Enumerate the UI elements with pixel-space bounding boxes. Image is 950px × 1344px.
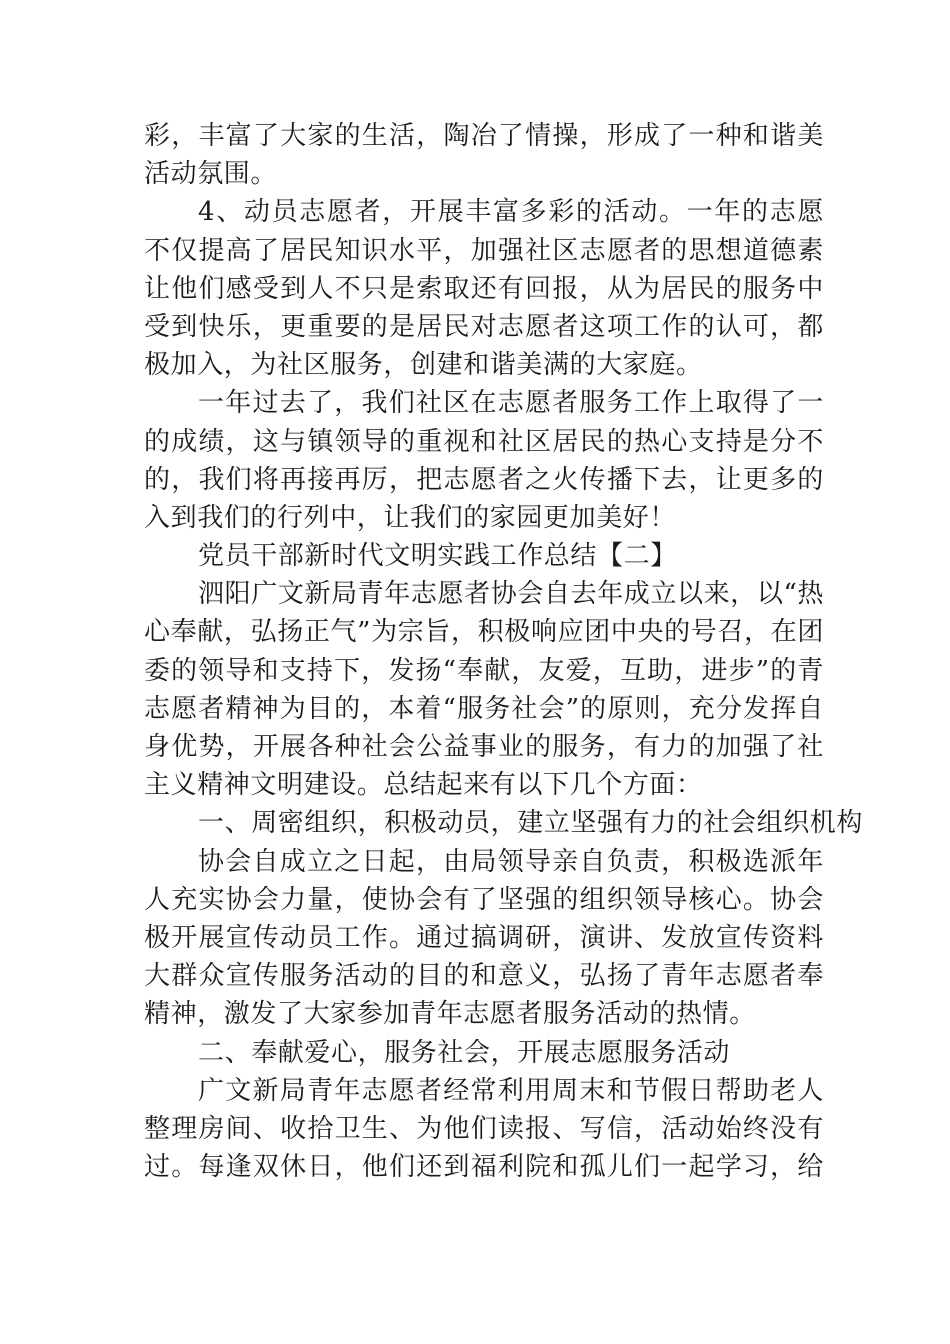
text-line: 受到快乐，更重要的是居民对志愿者这项工作的认可，都 [144, 311, 824, 342]
text-line: 泗阳广文新局青年志愿者协会自去年成立以来，以“热 [198, 579, 824, 610]
text-line: 身优势，开展各种社会公益事业的服务，有力的加强了社 [144, 732, 824, 762]
text-line: 让他们感受到人不只是索取还有回报，从为居民的服务中 [144, 273, 824, 304]
text-line: 协会自成立之日起，由局领导亲自负责，积极选派年 [198, 846, 824, 877]
text-line: 极开展宣传动员工作。通过搞调研，演讲、发放宣传资料 [144, 922, 824, 953]
text-line: 过。每逢双休日，他们还到福利院和孤儿们一起学习，给 [144, 1152, 824, 1183]
text-line: 人充实协会力量，使协会有了坚强的组织领导核心。协会 [144, 884, 824, 915]
text-line: 入到我们的行列中，让我们的家园更加美好！ [144, 502, 677, 533]
text-line: 主义精神文明建设。总结起来有以下几个方面： [144, 770, 703, 801]
text-line: 心奉献，弘扬正气”为宗旨，积极响应团中央的号召，在团 [144, 617, 824, 648]
text-line: 的成绩，这与镇领导的重视和社区居民的热心支持是分不 [144, 426, 824, 457]
text-line: 广文新局青年志愿者经常利用周末和节假日帮助老人 [198, 1075, 824, 1106]
text-line: 精神，激发了大家参加青年志愿者服务活动的热情。 [144, 999, 756, 1030]
text-line: 大群众宣传服务活动的目的和意义，弘扬了青年志愿者奉 [144, 961, 824, 992]
text-line: 4、动员志愿者，开展丰富多彩的活动。一年的志愿 [198, 197, 824, 228]
text-line: 活动氛围。 [144, 159, 278, 190]
text-line: 二、奉献爱心，服务社会，开展志愿服务活动 [198, 1037, 731, 1068]
text-line: 彩，丰富了大家的生活，陶冶了情操，形成了一种和谐美 [144, 121, 824, 151]
text-line: 委的领导和支持下，发扬“奉献，友爱，互助，进步”的青 [144, 655, 824, 686]
text-line: 志愿者精神为目的，本着“服务社会”的原则，充分发挥自 [144, 693, 824, 724]
text-line: 党员干部新时代文明实践工作总结【二】 [198, 541, 677, 572]
text-line: 一、周密组织，积极动员，建立坚强有力的社会组织机构 [198, 808, 864, 839]
text-line: 整理房间、收拾卫生、为他们读报、写信，活动始终没有 [144, 1113, 824, 1144]
text-line: 不仅提高了居民知识水平，加强社区志愿者的思想道德素 [144, 235, 824, 266]
text-line: 极加入，为社区服务，创建和谐美满的大家庭。 [144, 350, 703, 381]
document-body [144, 117, 864, 1186]
text-line: 一年过去了，我们社区在志愿者服务工作上取得了一 [198, 388, 824, 419]
text-line: 的，我们将再接再厉，把志愿者之火传播下去，让更多的 [144, 464, 824, 495]
